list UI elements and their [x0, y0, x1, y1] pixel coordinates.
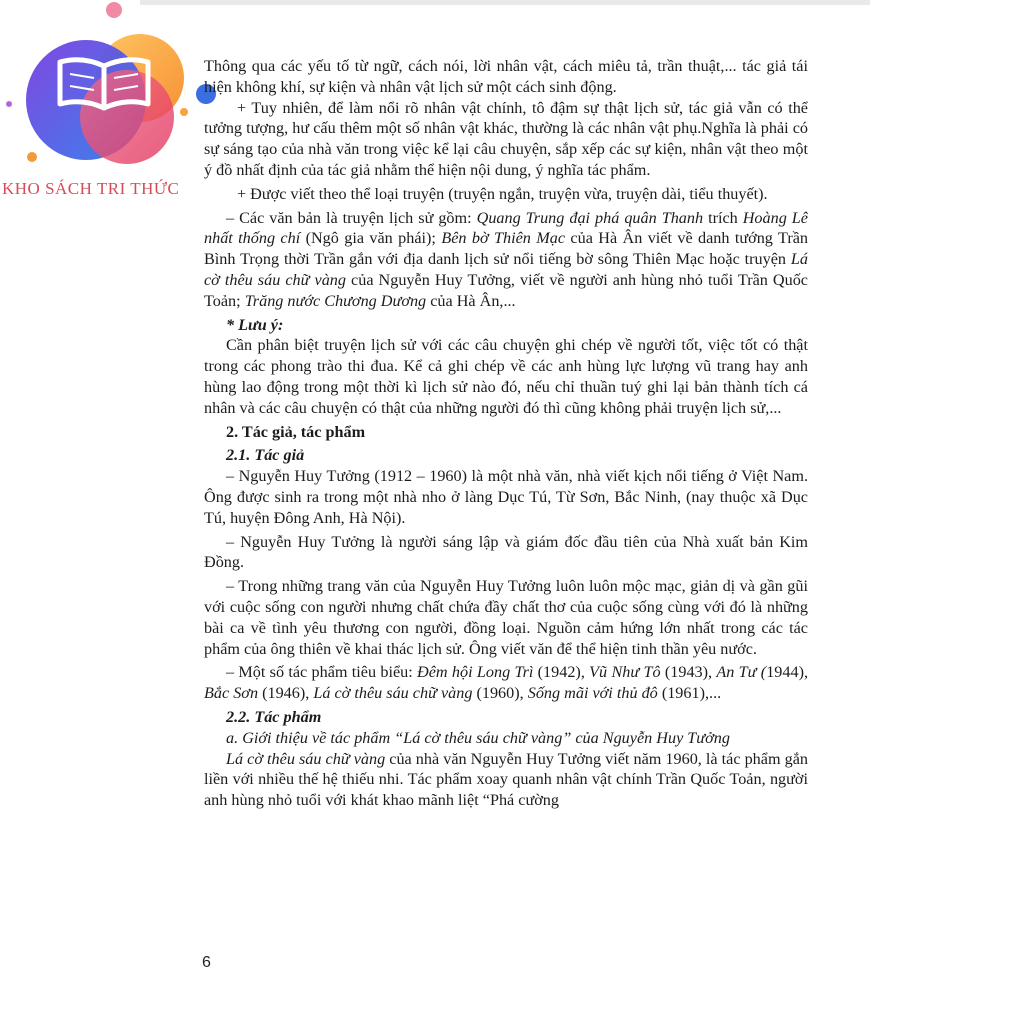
section-heading-2: 2. Tác giả, tác phẩm — [226, 422, 366, 441]
section-heading-2-1: 2.1. Tác giả — [226, 446, 305, 465]
paragraph-5: Cần phân biệt truyện lịch sử với các câu chuyện ghi chép về người tốt, việc tốt có thật trong các phong trào thi đua. Kể cả ghi chép về các anh hùng lực lượng vũ trang hay anh hùng lao động trong một thời kì lịch sử nào đó, nếu chỉ thuần tuý ghi lại bản thành tích cá nhân và các câu chuyện có thật của những người đó thì cũng không phải truyện lịch sử,... — [204, 336, 808, 417]
note-heading: * Lưu ý: — [226, 315, 284, 334]
paragraph-6: – Nguyễn Huy Tưởng (1912 – 1960) là một nhà văn, nhà viết kịch nổi tiếng ở Việt Nam. Ông được sinh ra trong một nhà nho ở làng Dục Tú, Từ Sơn, Bắc Ninh, (nay thuộc xã Dục Tú, huyện Đông Anh, Hà Nội). — [204, 467, 808, 527]
paragraph-1: Thông qua các yếu tố từ ngữ, cách nói, lời nhân vật, cách miêu tả, trần thuật,... tác giả tái hiện không khí, sự kiện và nhân vật lịch sử một cách sinh động. — [204, 57, 808, 96]
section-heading-2-2: 2.2. Tác phẩm — [226, 707, 322, 726]
logo-text: KHO SÁCH TRI THỨC — [2, 179, 180, 198]
paragraph-4: – Các văn bản là truyện lịch sử gồm: Quang Trung đại phá quân Thanh trích Hoàng Lê nhất thống chí (Ngô gia văn phái); Bên bờ Thiên Mạc của Hà Ân viết về danh tướng Trần Bình Trọng thời Trần gắn với địa danh lịch sử nổi tiếng bờ sông Thiên Mạc hoặc truyện Lá cờ thêu sáu chữ vàng của Nguyễn Huy Tưởng, viết về người anh hùng nhỏ tuổi Trần Quốc Toản; Trăng nước Chương Dương của Hà Ân,... — [204, 208, 808, 310]
top-strip — [140, 0, 870, 5]
paragraph-7: – Nguyễn Huy Tưởng là người sáng lập và giám đốc đầu tiên của Nhà xuất bản Kim Đồng. — [204, 532, 808, 572]
paragraph-9: – Một số tác phẩm tiêu biểu: Đêm hội Long Trì (1942), Vũ Như Tô (1943), An Tư (1944), Bắc Sơn (1946), Lá cờ thêu sáu chữ vàng (1960), Sống mãi với thủ đô (1961),... — [204, 663, 808, 703]
paragraph-8: – Trong những trang văn của Nguyễn Huy Tưởng luôn luôn mộc mạc, giản dị và gần gũi với cuộc sống con người nhưng chất chứa đầy chất thơ của cuộc sống cùng với đó là những bài ca về tình yêu thương con người, đồng loại. Nguồn cảm hứng lớn nhất trong các tác phẩm của ông thiên về khai thác lịch sử. Ông viết văn để thể hiện tinh thần yêu nước. — [204, 577, 808, 658]
subsection-heading-a: a. Giới thiệu về tác phẩm “Lá cờ thêu sáu chữ vàng” của Nguyễn Huy Tưởng — [226, 728, 730, 747]
paragraph-10: Lá cờ thêu sáu chữ vàng của nhà văn Nguyễn Huy Tưởng viết năm 1960, là tác phẩm gắn liền với nhiều thế hệ thiếu nhi. Tác phẩm xoay quanh nhân vật chính Trần Quốc Toản, người anh hùng nhỏ tuổi với khát khao mãnh liệt “Phá cường — [204, 749, 808, 810]
page-content — [204, 56, 808, 811]
paragraph-2: + Tuy nhiên, để làm nổi rõ nhân vật chính, tô đậm sự thật lịch sử, tác giả vẫn có thể tưởng tượng, hư cấu thêm một số nhân vật khác, thường là các nhân vật phụ.Nghĩa là phải có sự sáng tạo của nhà văn trong việc kể lại câu chuyện, sắp xếp các sự kiện, nhân vật theo một ý đồ nhất định của tác giả nhằm thể hiện nội dung, ý nghĩa tác phẩm. — [204, 98, 808, 179]
store-logo — [0, 0, 235, 210]
paragraph-3: + Được viết theo thể loại truyện (truyện ngắn, truyện vừa, truyện dài, tiểu thuyết). — [237, 184, 768, 203]
page-number: 6 — [202, 954, 211, 971]
